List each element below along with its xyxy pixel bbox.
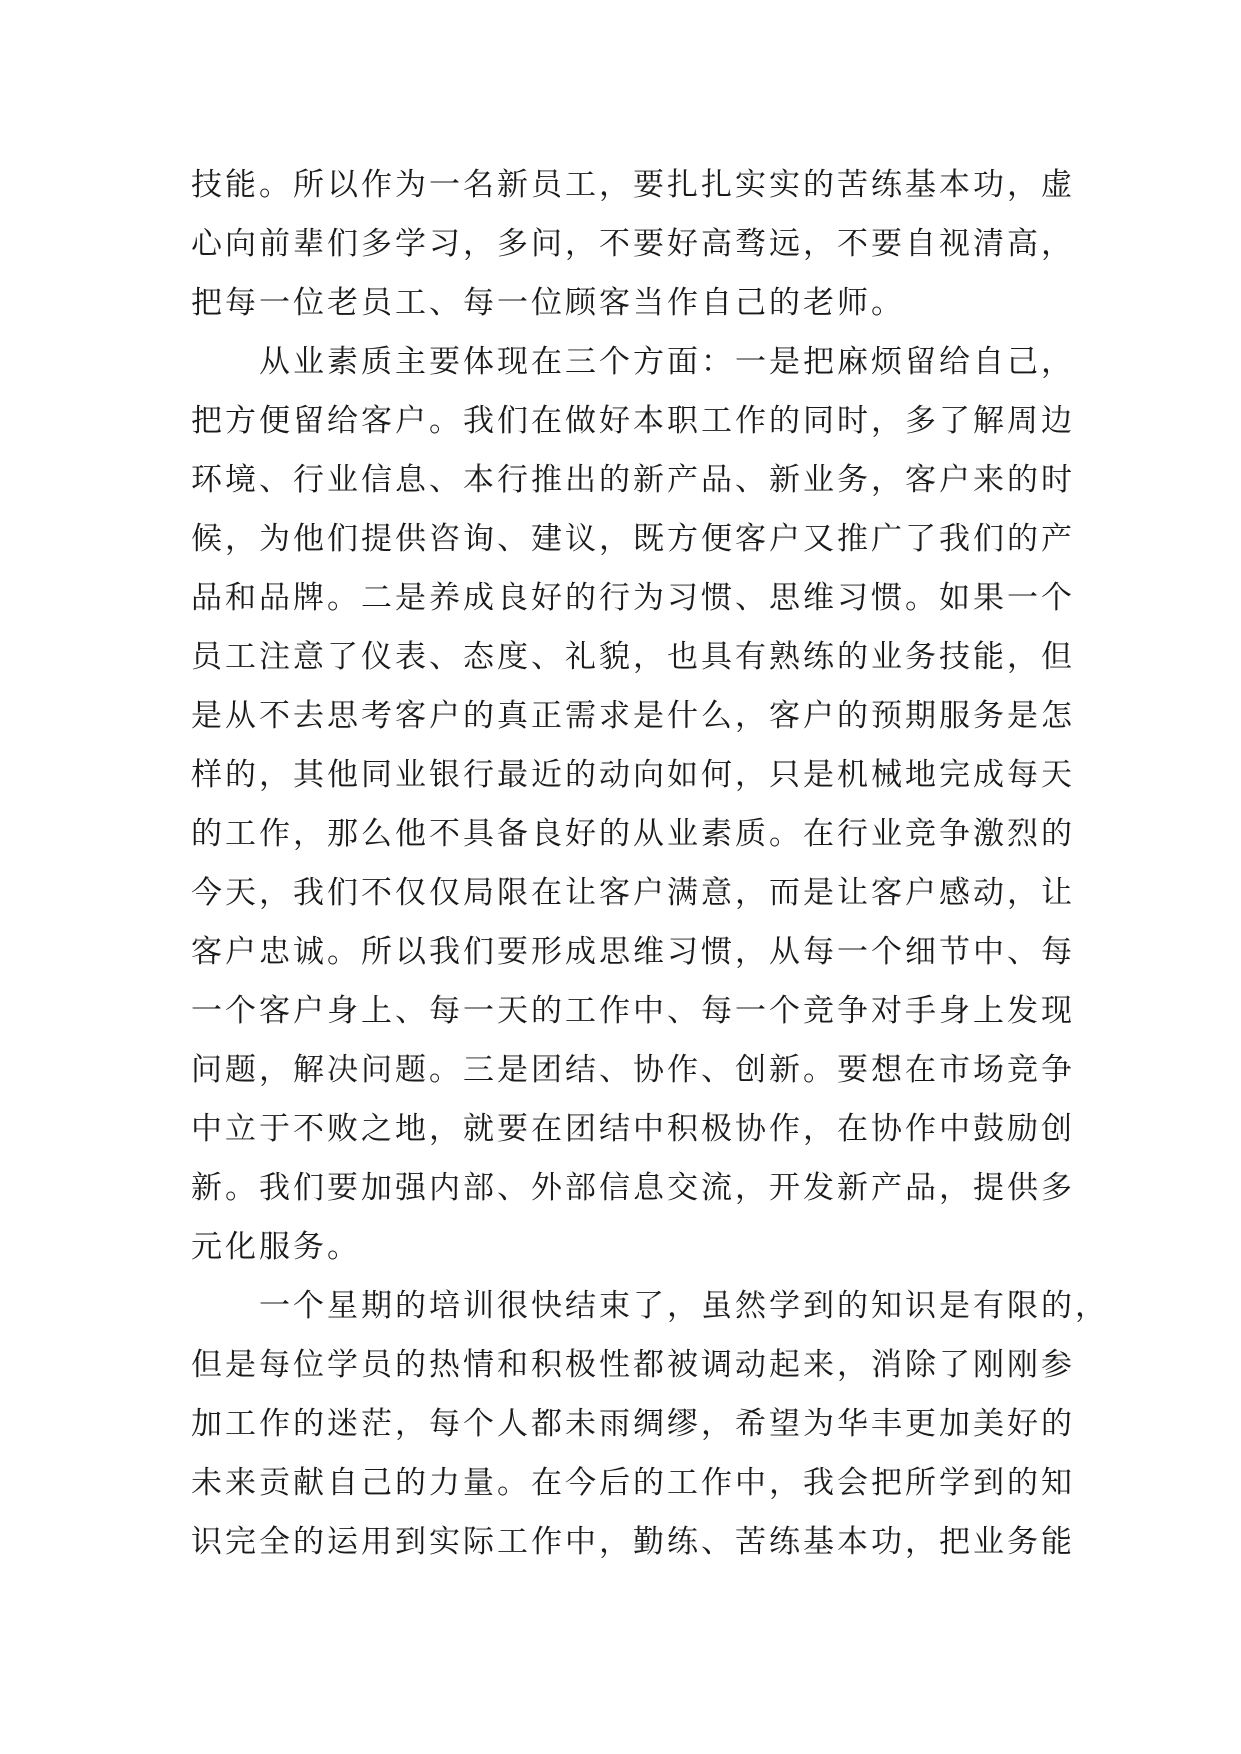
text-line: 加工作的迷茫，每个人都未雨绸缪，希望为华丰更加美好的 — [191, 1406, 1075, 1442]
text-line: 今天，我们不仅仅局限在让客户满意，而是让客户感动，让 — [191, 875, 1075, 911]
text-line: 中立于不败之地，就要在团结中积极协作，在协作中鼓励创 — [191, 1111, 1075, 1147]
text-line: 候，为他们提供咨询、建议，既方便客户又推广了我们的产 — [191, 521, 1075, 557]
text-line: 把方便留给客户。我们在做好本职工作的同时，多了解周边 — [191, 403, 1075, 439]
text-line: 员工注意了仪表、态度、礼貌，也具有熟练的业务技能，但 — [191, 639, 1075, 675]
text-line: 元化服务。 — [191, 1229, 361, 1265]
text-line: 客户忠诚。所以我们要形成思维习惯，从每一个细节中、每 — [191, 934, 1075, 970]
body-text — [191, 156, 1109, 1572]
text-line: 是从不去思考客户的真正需求是什么，客户的预期服务是怎 — [191, 698, 1075, 734]
text-line: 新。我们要加强内部、外部信息交流，开发新产品，提供多 — [191, 1170, 1075, 1206]
text-line: 把每一位老员工、每一位顾客当作自己的老师。 — [191, 285, 905, 321]
text-line: 识完全的运用到实际工作中，勤练、苦练基本功，把业务能 — [191, 1524, 1075, 1560]
text-line: 一个星期的培训很快结束了，虽然学到的知识是有限的， — [191, 1288, 1109, 1324]
text-line: 的工作，那么他不具备良好的从业素质。在行业竞争激烈的 — [191, 816, 1075, 852]
text-line: 技能。所以作为一名新员工，要扎扎实实的苦练基本功，虚 — [191, 167, 1075, 203]
text-line: 样的，其他同业银行最近的动向如何，只是机械地完成每天 — [191, 757, 1075, 793]
text-line: 品和品牌。二是养成良好的行为习惯、思维习惯。如果一个 — [191, 580, 1075, 616]
text-line: 从业素质主要体现在三个方面：一是把麻烦留给自己， — [191, 344, 1075, 380]
text-line: 未来贡献自己的力量。在今后的工作中，我会把所学到的知 — [191, 1465, 1075, 1501]
text-line: 但是每位学员的热情和积极性都被调动起来，消除了刚刚参 — [191, 1347, 1075, 1383]
text-line: 问题，解决问题。三是团结、协作、创新。要想在市场竞争 — [191, 1052, 1075, 1088]
text-line: 环境、行业信息、本行推出的新产品、新业务，客户来的时 — [191, 462, 1075, 498]
text-line: 一个客户身上、每一天的工作中、每一个竞争对手身上发现 — [191, 993, 1075, 1029]
text-line: 心向前辈们多学习，多问，不要好高骛远，不要自视清高， — [191, 226, 1075, 262]
